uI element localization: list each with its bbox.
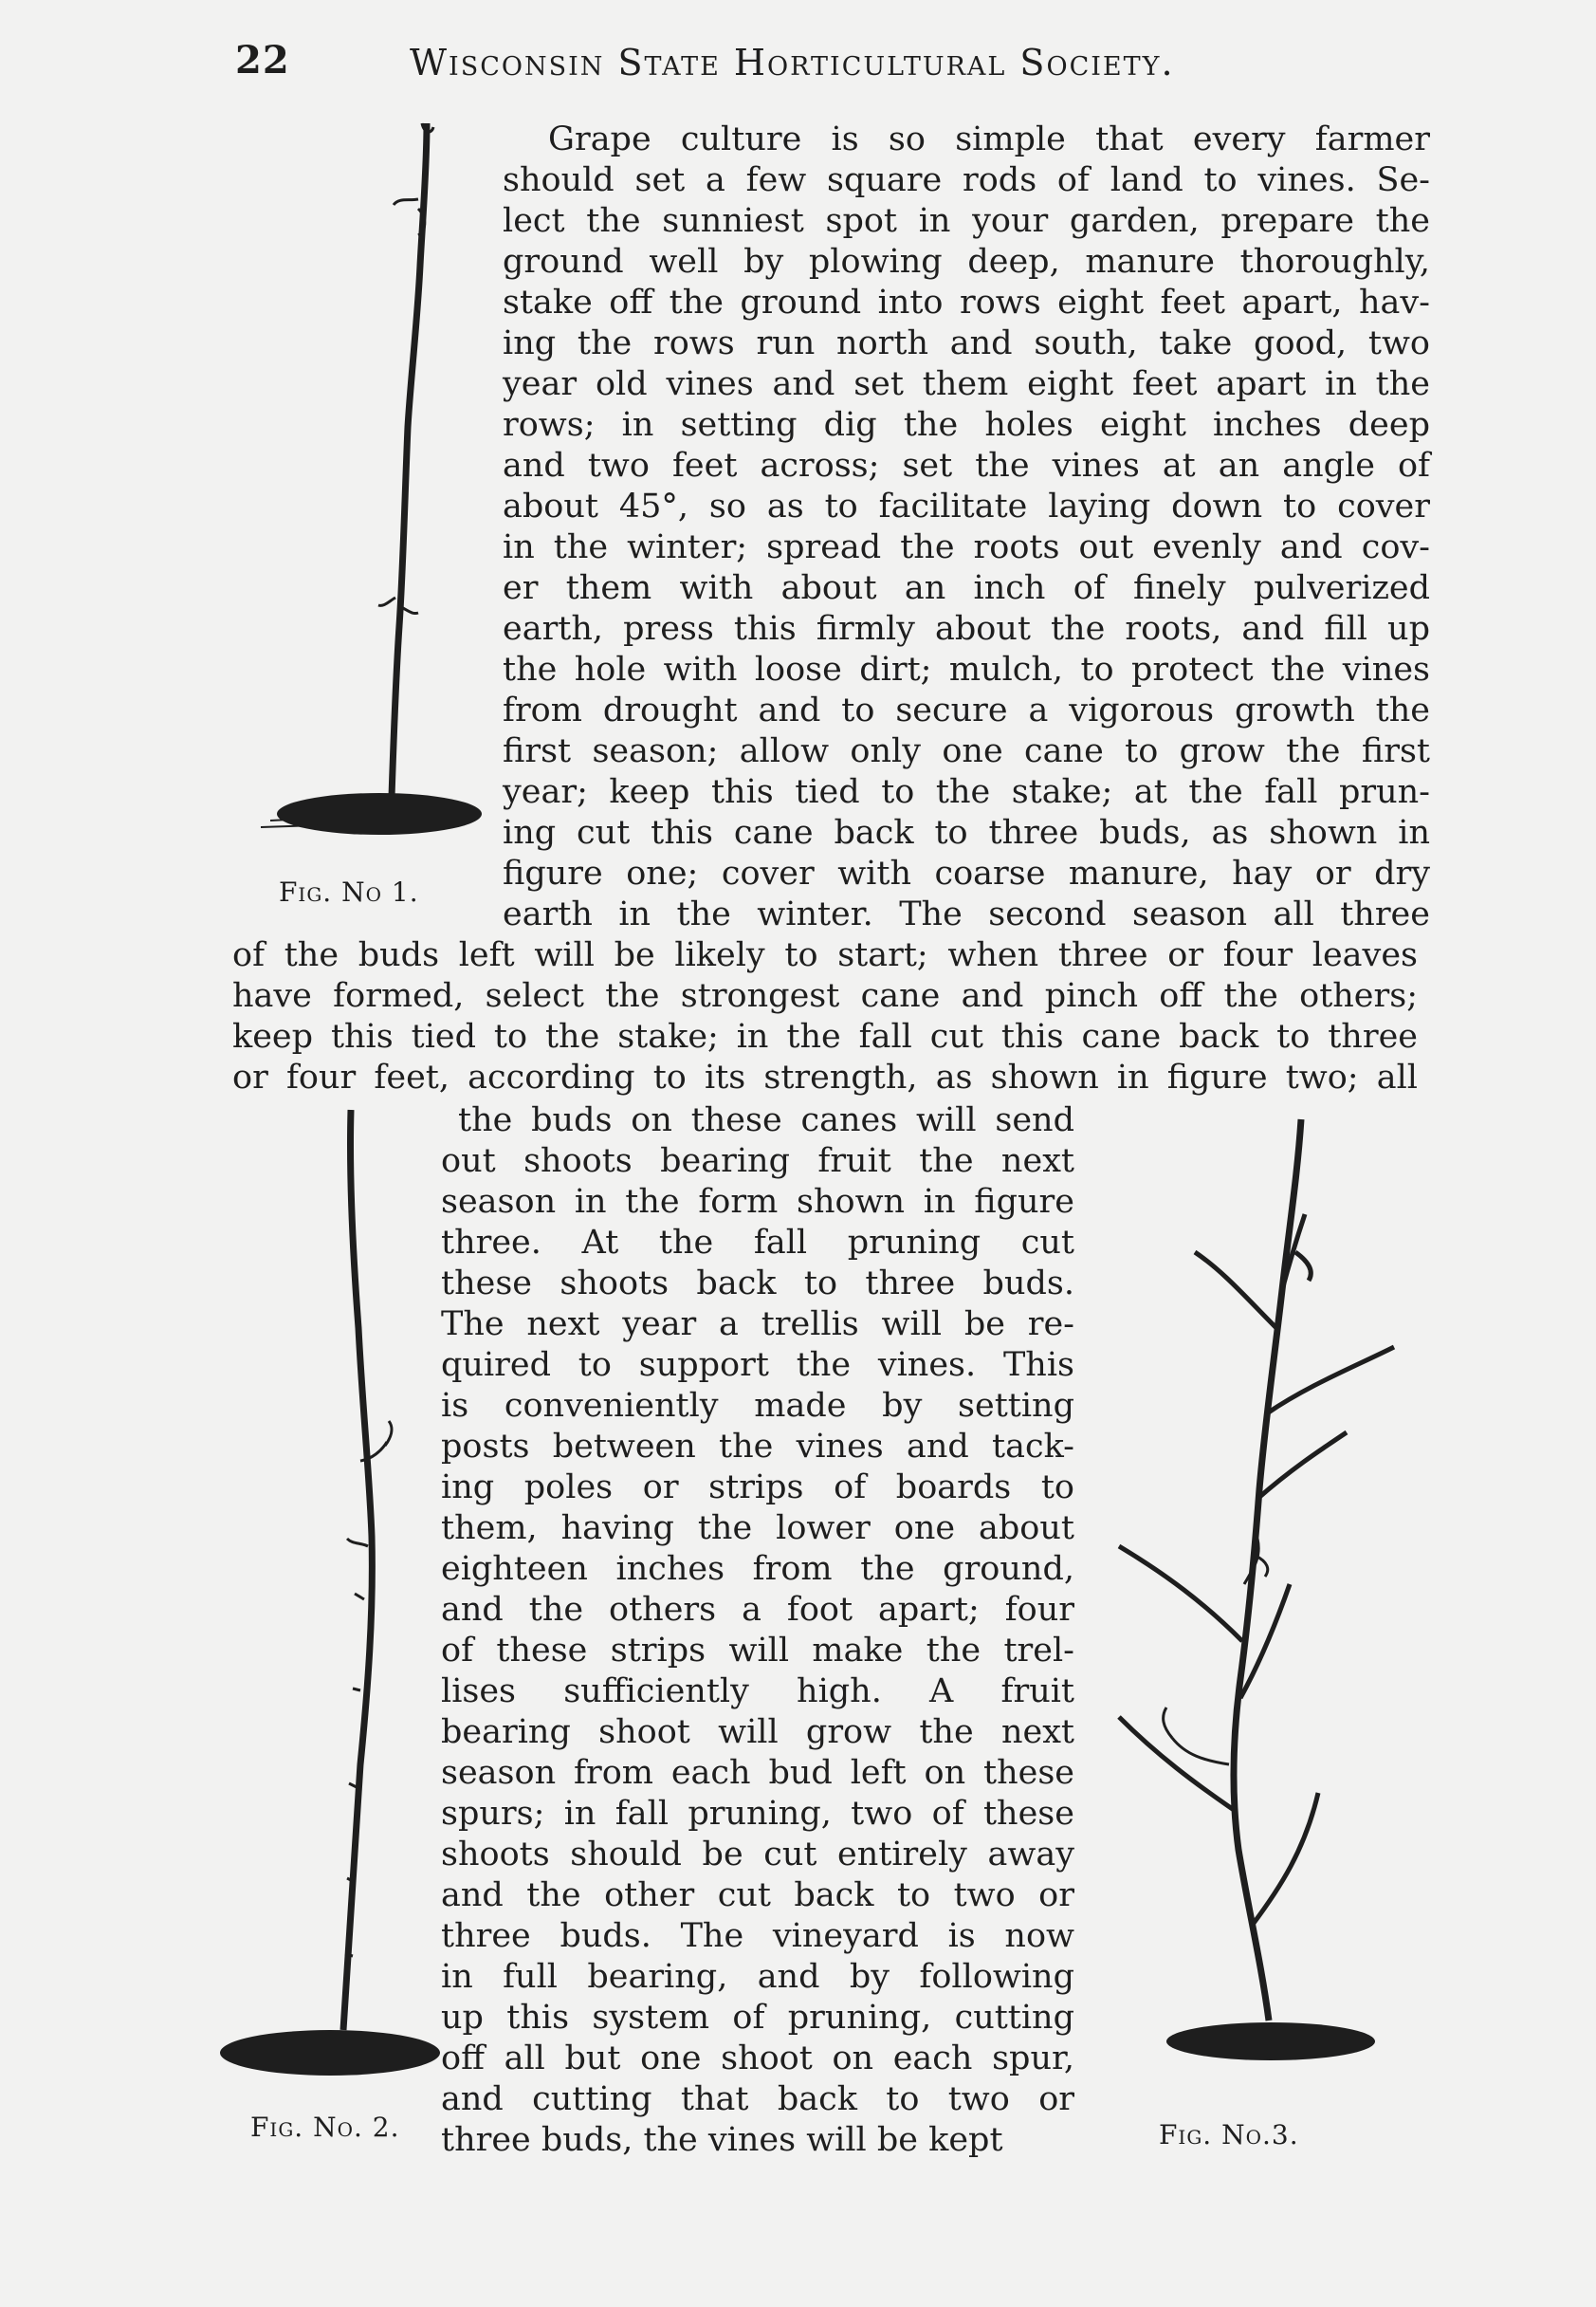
text-line: these shoots back to three buds. [441,1264,1074,1302]
text-line: is conveniently made by setting [441,1387,1074,1425]
text-line: lises sufficiently high. A fruit [441,1672,1074,1710]
text-line: posts between the vines and tack- [441,1428,1074,1466]
figure-3-caption: Fig. No.3. [1159,2119,1299,2150]
text-line: of these strips will make the trel- [441,1632,1074,1670]
text-line: about 45°, so as to facilitate laying down to cover [503,488,1430,526]
text-line: or four feet, according to its strength, as shown in figure two; all [232,1059,1418,1097]
figure-2-illustration [218,1100,446,2087]
text-line: year; keep this tied to the stake; at the fall prun- [503,773,1430,811]
running-head: Wisconsin State Horticultural Society. [410,42,1175,83]
figure-3-vine-drawing [1081,1110,1422,2087]
text-line: in full bearing, and by following [441,1958,1074,1996]
text-line: out shoots bearing fruit the next [441,1142,1074,1180]
paragraph-intro [503,120,1430,935]
text-line: the buds on these canes will send [458,1101,1074,1139]
text-line: three. At the fall pruning cut [441,1224,1074,1262]
text-line: first season; allow only one cane to grow the first [503,732,1430,770]
text-line: in the winter; spread the roots out evenly and cov- [503,528,1430,566]
text-line: figure one; cover with coarse manure, hay or dry [503,855,1430,893]
text-line: and cutting that back to two or [441,2080,1074,2118]
text-line: stake off the ground into rows eight feet apart, hav- [503,284,1430,322]
text-line: and the other cut back to two or [441,1876,1074,1914]
text-line: year old vines and set them eight feet apart in the [503,365,1430,403]
text-line: should set a few square rods of land to vines. Se- [503,161,1430,199]
text-line: bearing shoot will grow the next [441,1713,1074,1751]
paragraph-full-width [232,935,1418,1098]
text-line: three buds. The vineyard is now [441,1917,1074,1955]
figure-2-caption: Fig. No. 2. [250,2112,400,2143]
text-line: of the buds left will be likely to start; when three or four leaves [232,936,1418,974]
text-line: and the others a foot apart; four [441,1591,1074,1629]
paragraph-pruning [441,1100,1074,2161]
text-line: er them with about an inch of finely pulverized [503,569,1430,607]
text-line: lect the sunniest spot in your garden, prepare the [503,202,1430,240]
text-line: the hole with loose dirt; mulch, to protect the vines [503,651,1430,689]
text-line: season in the form shown in figure [441,1183,1074,1221]
figure-1-caption: Fig. No 1. [279,877,419,908]
text-line: and two feet across; set the vines at an angle of [503,447,1430,485]
text-line: eighteen inches from the ground, [441,1550,1074,1588]
text-line: off all but one shoot on each spur, [441,2039,1074,2077]
text-line: ing the rows run north and south, take good, two [503,324,1430,362]
text-line: from drought and to secure a vigorous growth the [503,692,1430,729]
text-line: three buds, the vines will be kept [441,2121,1003,2159]
figure-2-vine-drawing [218,1100,446,2087]
figure-1-vine-drawing [232,114,488,854]
text-line: have formed, select the strongest cane and pinch off the others; [232,977,1418,1015]
text-line: The next year a trellis will be re- [441,1305,1074,1343]
text-line: ground well by plowing deep, manure thoroughly, [503,243,1430,281]
text-line: season from each bud left on these [441,1754,1074,1792]
text-line: quired to support the vines. This [441,1346,1074,1384]
text-line: shoots should be cut entirely away [441,1836,1074,1873]
text-line: earth in the winter. The second season all three [503,895,1430,933]
page-number: 22 [235,38,290,83]
text-line: spurs; in fall pruning, two of these [441,1795,1074,1833]
figure-3-illustration [1081,1110,1422,2087]
text-line: ing poles or strips of boards to [441,1468,1074,1506]
text-line: ing cut this cane back to three buds, as shown in [503,814,1430,852]
figure-1-illustration [232,114,488,854]
text-line: rows; in setting dig the holes eight inches deep [503,406,1430,444]
text-line: up this system of pruning, cutting [441,1999,1074,2037]
text-line: them, having the lower one about [441,1509,1074,1547]
text-line: Grape culture is so simple that every farmer [548,120,1430,158]
text-line: keep this tied to the stake; in the fall cut this cane back to three [232,1018,1418,1056]
text-line: earth, press this firmly about the roots, and fill up [503,610,1430,648]
